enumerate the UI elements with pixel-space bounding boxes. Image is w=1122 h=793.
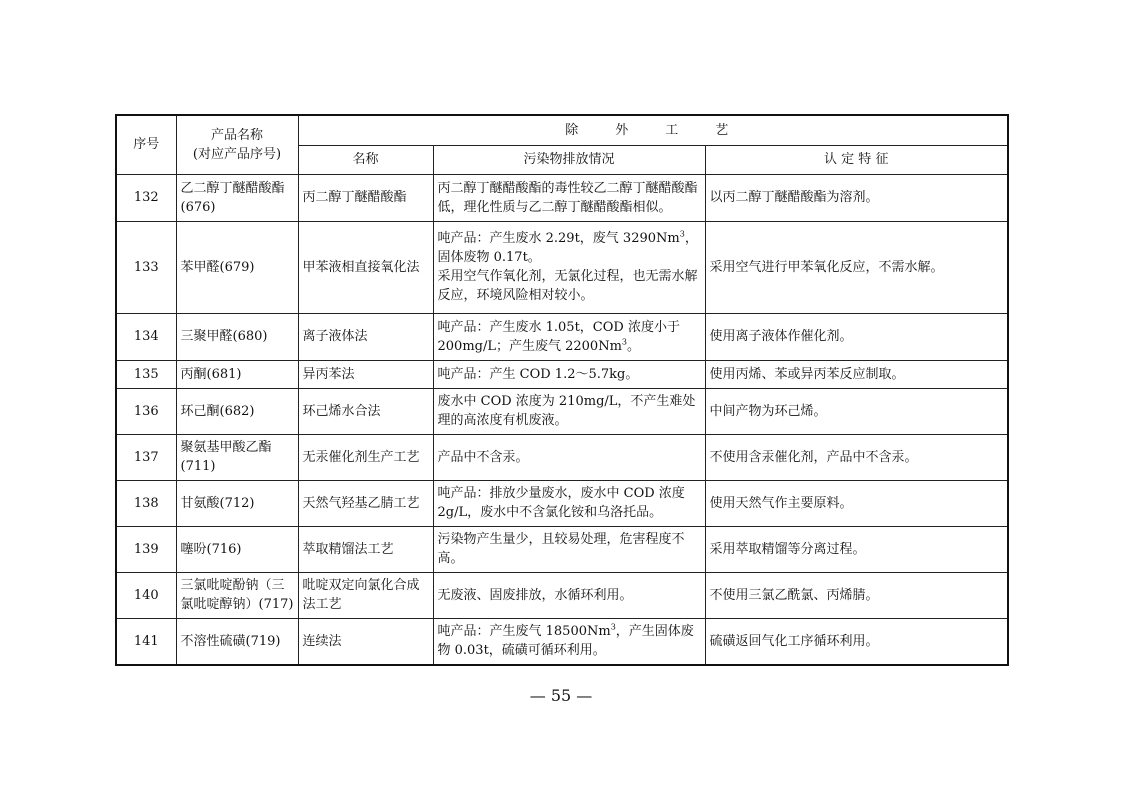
row-feature: 使用丙烯、苯或异丙苯反应制取。 <box>705 360 1008 388</box>
row-pollution: 无废液、固废排放，水循环利用。 <box>433 572 705 618</box>
header-pollution: 污染物排放情况 <box>433 145 705 174</box>
header-product-line2: (对应产品序号) <box>192 146 282 162</box>
row-seq: 138 <box>116 480 176 526</box>
header-name: 名称 <box>298 145 433 174</box>
row-feature: 中间产物为环己烯。 <box>705 388 1008 434</box>
table-row <box>116 360 1008 388</box>
header-product-line1: 产品名称 <box>210 127 263 143</box>
row-pollution <box>433 618 705 665</box>
row-seq: 135 <box>116 360 176 388</box>
row-pollution: 废水中 COD 浓度为 210mg/L，不产生难处理的高浓度有机废液。 <box>433 388 705 434</box>
row-product: 聚氨基甲酸乙酯(711) <box>176 434 298 480</box>
row-seq: 137 <box>116 434 176 480</box>
row-pollution <box>433 221 705 313</box>
pollution-text-a: 吨产品：产生废水 2.29t，废气 3290Nm <box>437 231 680 246</box>
row-name: 环己烯水合法 <box>298 388 433 434</box>
row-product: 丙酮(681) <box>176 360 298 388</box>
superscript: 3 <box>621 337 627 347</box>
row-pollution: 丙二醇丁醚醋酸酯的毒性较乙二醇丁醚醋酸酯低，理化性质与乙二醇丁醚醋酸酯相似。 <box>433 174 705 221</box>
table-row <box>116 313 1008 360</box>
row-pollution: 产品中不含汞。 <box>433 434 705 480</box>
row-seq: 133 <box>116 221 176 313</box>
row-seq: 141 <box>116 618 176 665</box>
header-feature: 认 定 特 征 <box>705 145 1008 174</box>
row-name: 甲苯液相直接氧化法 <box>298 221 433 313</box>
table-row <box>116 526 1008 572</box>
row-feature: 硫磺返回气化工序循环利用。 <box>705 618 1008 665</box>
row-name: 丙二醇丁醚醋酸酯 <box>298 174 433 221</box>
row-feature: 采用空气进行甲苯氧化反应，不需水解。 <box>705 221 1008 313</box>
row-product: 不溶性硫磺(719) <box>176 618 298 665</box>
row-seq: 132 <box>116 174 176 221</box>
row-seq: 134 <box>116 313 176 360</box>
row-product: 三聚甲醛(680) <box>176 313 298 360</box>
pollution-text-b: 。 <box>627 338 641 354</box>
pollution-text-b: ，固体废物 0.17t。 <box>437 231 698 265</box>
pollution-text-c: 采用空气作氧化剂，无氯化过程，也无需水解反应，环境风险相对较小。 <box>437 269 698 303</box>
row-name: 萃取精馏法工艺 <box>298 526 433 572</box>
row-name: 天然气羟基乙腈工艺 <box>298 480 433 526</box>
row-pollution: 吨产品：产生 COD 1.2～5.7kg。 <box>433 360 705 388</box>
table-row <box>116 388 1008 434</box>
row-product: 噻吩(716) <box>176 526 298 572</box>
row-feature: 不使用含汞催化剂，产品中不含汞。 <box>705 434 1008 480</box>
row-product: 环己酮(682) <box>176 388 298 434</box>
page-number <box>0 686 1122 705</box>
pollution-text-b: ，产生固体废物 0.03t，硫磺可循环利用。 <box>437 624 694 659</box>
row-product: 甘氨酸(712) <box>176 480 298 526</box>
row-feature: 使用离子液体作催化剂。 <box>705 313 1008 360</box>
table-row <box>116 618 1008 665</box>
page-number-text: — 55 — <box>529 686 593 705</box>
row-name: 离子液体法 <box>298 313 433 360</box>
row-pollution: 污染物产生量少，且较易处理，危害程度不高。 <box>433 526 705 572</box>
table-row <box>116 480 1008 526</box>
row-feature: 不使用三氯乙酰氯、丙烯腈。 <box>705 572 1008 618</box>
row-product: 乙二醇丁醚醋酸酯(676) <box>176 174 298 221</box>
row-pollution: 吨产品：排放少量废水，废水中 COD 浓度 2g/L，废水中不含氯化铵和乌洛托品。 <box>433 480 705 526</box>
row-feature: 以丙二醇丁醚醋酸酯为溶剂。 <box>705 174 1008 221</box>
row-product: 苯甲醛(679) <box>176 221 298 313</box>
header-product <box>176 115 298 174</box>
row-seq: 136 <box>116 388 176 434</box>
pollution-text-a: 吨产品：产生废气 18500Nm <box>437 624 611 640</box>
pollution-text-a: 吨产品：产生废水 1.05t，COD 浓度小于 200mg/L；产生废气 2200Nm <box>437 319 680 354</box>
row-feature: 采用萃取精馏等分离过程。 <box>705 526 1008 572</box>
row-name: 连续法 <box>298 618 433 665</box>
table-row <box>116 572 1008 618</box>
row-pollution <box>433 313 705 360</box>
table-row <box>116 434 1008 480</box>
process-table <box>115 114 1009 666</box>
row-name: 吡啶双定向氯化合成法工艺 <box>298 572 433 618</box>
table-row <box>116 174 1008 221</box>
superscript: 3 <box>679 229 685 239</box>
superscript: 3 <box>610 622 616 632</box>
header-seq: 序号 <box>116 115 176 174</box>
header-group: 除 外 工 艺 <box>298 115 1008 145</box>
row-feature: 使用天然气作主要原料。 <box>705 480 1008 526</box>
row-product: 三氯吡啶酚钠（三氯吡啶醇钠）(717) <box>176 572 298 618</box>
row-seq: 140 <box>116 572 176 618</box>
row-name: 异丙苯法 <box>298 360 433 388</box>
row-name: 无汞催化剂生产工艺 <box>298 434 433 480</box>
table-row <box>116 221 1008 313</box>
row-seq: 139 <box>116 526 176 572</box>
